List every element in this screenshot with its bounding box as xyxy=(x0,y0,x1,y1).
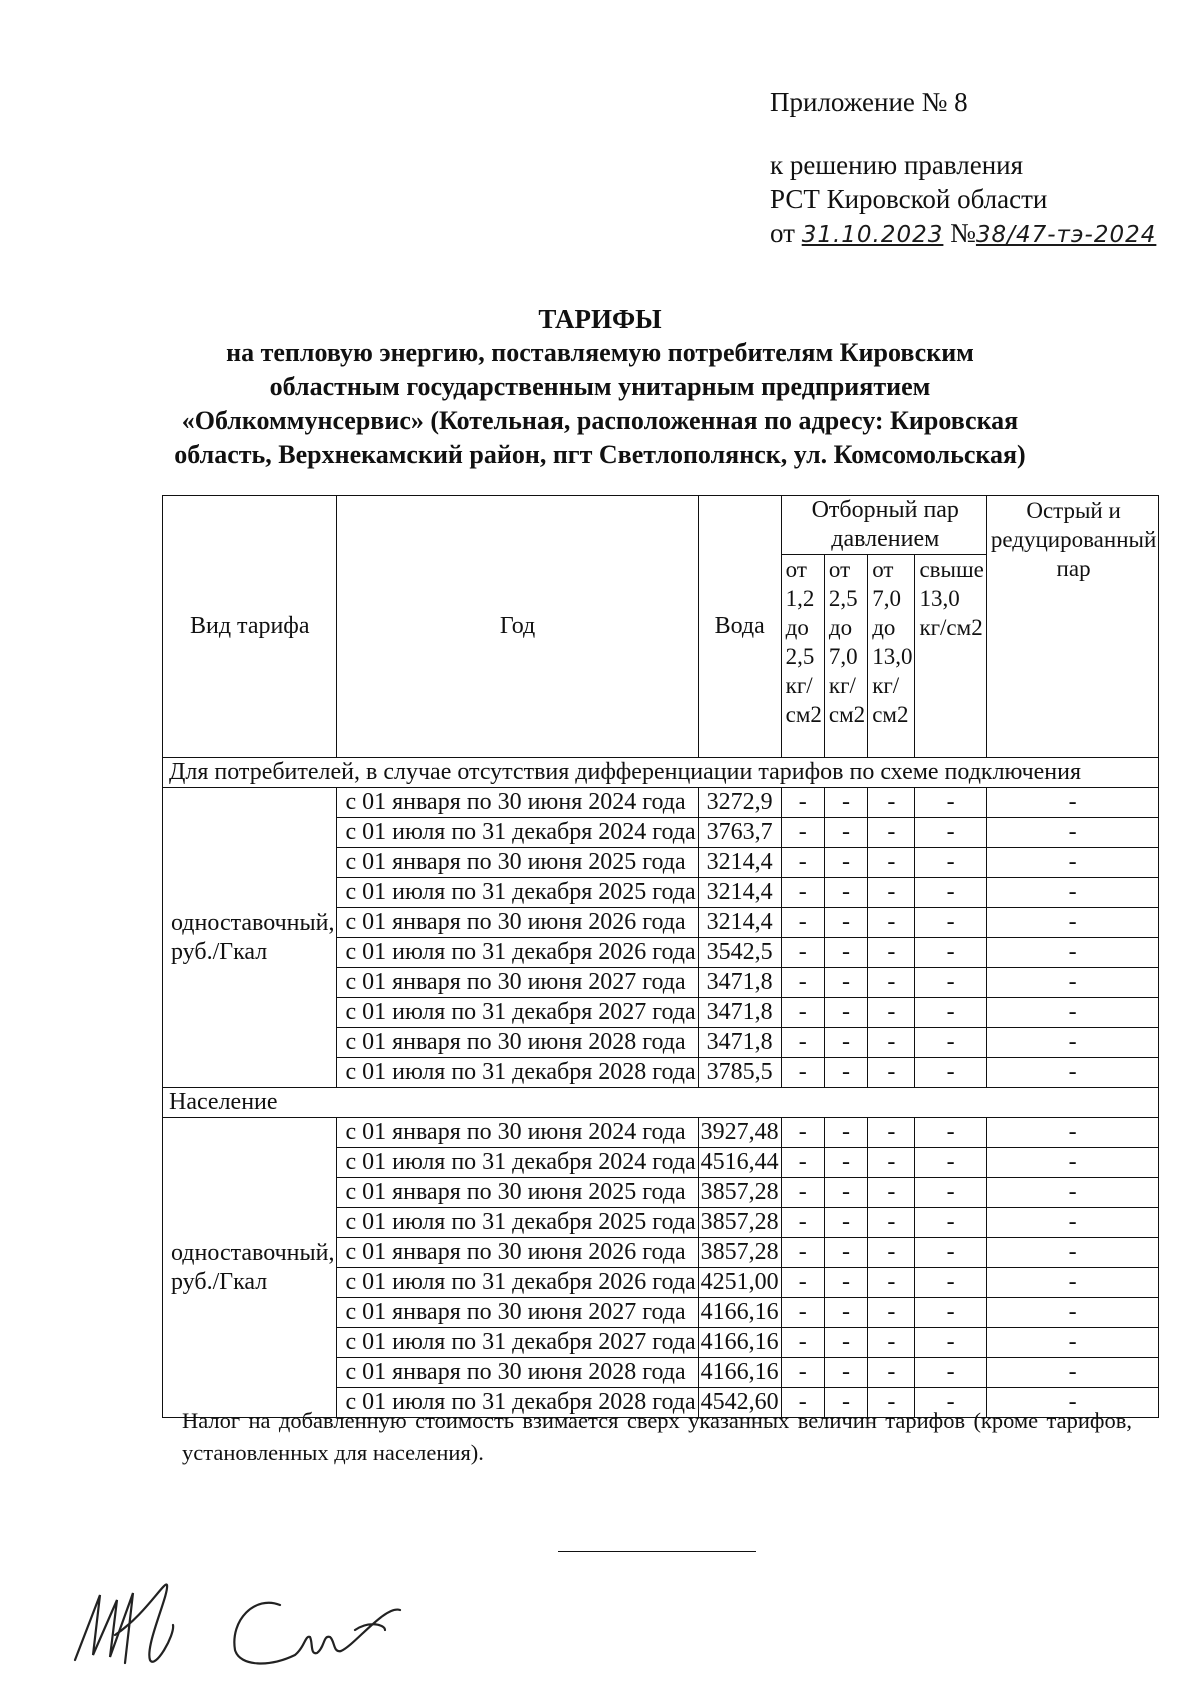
empty-tariff-cell: - xyxy=(781,1208,824,1238)
empty-tariff-cell: - xyxy=(868,1058,915,1088)
period-cell: с 01 января по 30 июня 2026 года xyxy=(337,908,698,938)
empty-tariff-cell: - xyxy=(915,1148,986,1178)
empty-tariff-cell: - xyxy=(986,1118,1158,1148)
period-cell: с 01 января по 30 июня 2024 года xyxy=(337,788,698,818)
empty-tariff-cell: - xyxy=(781,1118,824,1148)
header-pressure-1: от 1,2 до 2,5 кг/см2 xyxy=(781,555,824,758)
decision-reference xyxy=(770,148,1156,252)
empty-tariff-cell: - xyxy=(915,1328,986,1358)
water-tariff-cell: 4166,16 xyxy=(698,1298,781,1328)
period-cell: с 01 июля по 31 декабря 2028 года xyxy=(337,1388,698,1418)
empty-tariff-cell: - xyxy=(868,818,915,848)
closing-rule xyxy=(558,1551,756,1552)
water-tariff-cell: 4251,00 xyxy=(698,1268,781,1298)
water-tariff-cell: 3214,4 xyxy=(698,848,781,878)
water-tariff-cell: 3857,28 xyxy=(698,1178,781,1208)
ref-line-2: РСТ Кировской области xyxy=(770,184,1048,214)
period-cell: с 01 июля по 31 декабря 2025 года xyxy=(337,878,698,908)
empty-tariff-cell: - xyxy=(824,1388,867,1418)
empty-tariff-cell: - xyxy=(824,788,867,818)
period-cell: с 01 июля по 31 декабря 2024 года xyxy=(337,1148,698,1178)
empty-tariff-cell: - xyxy=(915,1058,986,1088)
empty-tariff-cell: - xyxy=(915,848,986,878)
water-tariff-cell: 3214,4 xyxy=(698,878,781,908)
appendix-number: Приложение № 8 xyxy=(770,87,968,117)
water-tariff-cell: 3471,8 xyxy=(698,1028,781,1058)
empty-tariff-cell: - xyxy=(868,1388,915,1418)
empty-tariff-cell: - xyxy=(915,1298,986,1328)
empty-tariff-cell: - xyxy=(824,998,867,1028)
empty-tariff-cell: - xyxy=(986,1058,1158,1088)
empty-tariff-cell: - xyxy=(824,848,867,878)
empty-tariff-cell: - xyxy=(915,1358,986,1388)
empty-tariff-cell: - xyxy=(986,1208,1158,1238)
document-title xyxy=(150,302,1050,472)
empty-tariff-cell: - xyxy=(915,788,986,818)
section-row xyxy=(163,1088,1159,1118)
empty-tariff-cell: - xyxy=(781,1148,824,1178)
empty-tariff-cell: - xyxy=(868,878,915,908)
empty-tariff-cell: - xyxy=(986,1358,1158,1388)
empty-tariff-cell: - xyxy=(824,968,867,998)
signature-2 xyxy=(234,1603,400,1664)
section-title: Для потребителей, в случае отсутствия дифференциации тарифов по схеме подключения xyxy=(163,758,1159,788)
empty-tariff-cell: - xyxy=(986,1298,1158,1328)
empty-tariff-cell: - xyxy=(824,1058,867,1088)
vat-note: Налог на добавленную стоимость взимается сверх указанных величин тарифов (кроме тарифов, установленных для населения). xyxy=(182,1408,1132,1465)
empty-tariff-cell: - xyxy=(915,1118,986,1148)
ref-number-prefix: № xyxy=(950,218,976,248)
empty-tariff-cell: - xyxy=(868,1268,915,1298)
water-tariff-cell: 3785,5 xyxy=(698,1058,781,1088)
empty-tariff-cell: - xyxy=(986,1268,1158,1298)
empty-tariff-cell: - xyxy=(824,1238,867,1268)
period-cell: с 01 января по 30 июня 2024 года xyxy=(337,1118,698,1148)
empty-tariff-cell: - xyxy=(781,938,824,968)
empty-tariff-cell: - xyxy=(868,788,915,818)
empty-tariff-cell: - xyxy=(781,848,824,878)
water-tariff-cell: 4166,16 xyxy=(698,1328,781,1358)
header-steam: Отборный пар давлением xyxy=(781,496,986,555)
ref-line-1: к решению правления xyxy=(770,150,1024,180)
empty-tariff-cell: - xyxy=(781,1238,824,1268)
empty-tariff-cell: - xyxy=(868,1178,915,1208)
header-year: Год xyxy=(337,496,698,758)
empty-tariff-cell: - xyxy=(986,998,1158,1028)
water-tariff-cell: 3857,28 xyxy=(698,1208,781,1238)
empty-tariff-cell: - xyxy=(868,908,915,938)
empty-tariff-cell: - xyxy=(824,1268,867,1298)
empty-tariff-cell: - xyxy=(781,1178,824,1208)
header-sharp-steam: Острый и редуцированный пар xyxy=(986,496,1158,758)
empty-tariff-cell: - xyxy=(781,968,824,998)
tariff-table xyxy=(162,495,1159,1418)
empty-tariff-cell: - xyxy=(781,1028,824,1058)
empty-tariff-cell: - xyxy=(915,1388,986,1418)
header-water: Вода xyxy=(698,496,781,758)
empty-tariff-cell: - xyxy=(824,1298,867,1328)
empty-tariff-cell: - xyxy=(824,878,867,908)
empty-tariff-cell: - xyxy=(868,1148,915,1178)
water-tariff-cell: 3542,5 xyxy=(698,938,781,968)
empty-tariff-cell: - xyxy=(868,1358,915,1388)
section-title: Население xyxy=(163,1088,1159,1118)
empty-tariff-cell: - xyxy=(824,1118,867,1148)
empty-tariff-cell: - xyxy=(824,938,867,968)
water-tariff-cell: 4166,16 xyxy=(698,1358,781,1388)
signature-1 xyxy=(75,1585,173,1663)
period-cell: с 01 января по 30 июня 2025 года xyxy=(337,848,698,878)
period-cell: с 01 июля по 31 декабря 2026 года xyxy=(337,938,698,968)
empty-tariff-cell: - xyxy=(915,938,986,968)
empty-tariff-cell: - xyxy=(868,938,915,968)
empty-tariff-cell: - xyxy=(986,1328,1158,1358)
period-cell: с 01 января по 30 июня 2026 года xyxy=(337,1238,698,1268)
empty-tariff-cell: - xyxy=(868,1208,915,1238)
empty-tariff-cell: - xyxy=(868,1298,915,1328)
empty-tariff-cell: - xyxy=(824,1358,867,1388)
empty-tariff-cell: - xyxy=(986,878,1158,908)
period-cell: с 01 января по 30 июня 2027 года xyxy=(337,1298,698,1328)
empty-tariff-cell: - xyxy=(915,998,986,1028)
ref-number: 38/47-тэ-2024 xyxy=(975,222,1157,248)
header-tariff-type: Вид тарифа xyxy=(163,496,337,758)
period-cell: с 01 января по 30 июня 2028 года xyxy=(337,1028,698,1058)
title-line-2: областным государственным унитарным предприятием xyxy=(269,372,931,401)
empty-tariff-cell: - xyxy=(915,1178,986,1208)
empty-tariff-cell: - xyxy=(781,818,824,848)
period-cell: с 01 июля по 31 декабря 2025 года xyxy=(337,1208,698,1238)
empty-tariff-cell: - xyxy=(824,908,867,938)
empty-tariff-cell: - xyxy=(824,818,867,848)
empty-tariff-cell: - xyxy=(868,1328,915,1358)
empty-tariff-cell: - xyxy=(986,788,1158,818)
section-row xyxy=(163,758,1159,788)
empty-tariff-cell: - xyxy=(868,998,915,1028)
period-cell: с 01 января по 30 июня 2025 года xyxy=(337,1178,698,1208)
empty-tariff-cell: - xyxy=(781,1058,824,1088)
water-tariff-cell: 3927,48 xyxy=(698,1118,781,1148)
empty-tariff-cell: - xyxy=(781,1298,824,1328)
empty-tariff-cell: - xyxy=(781,788,824,818)
period-cell: с 01 июля по 31 декабря 2027 года xyxy=(337,1328,698,1358)
empty-tariff-cell: - xyxy=(986,848,1158,878)
water-tariff-cell: 3857,28 xyxy=(698,1238,781,1268)
empty-tariff-cell: - xyxy=(781,1358,824,1388)
water-tariff-cell: 3471,8 xyxy=(698,998,781,1028)
tariff-table-body xyxy=(163,758,1159,1418)
empty-tariff-cell: - xyxy=(986,1178,1158,1208)
empty-tariff-cell: - xyxy=(915,1268,986,1298)
title-line-3: «Облкоммунсервис» (Котельная, расположенная по адресу: Кировская xyxy=(181,406,1019,435)
title-main: ТАРИФЫ xyxy=(538,304,662,334)
empty-tariff-cell: - xyxy=(915,878,986,908)
period-cell: с 01 июля по 31 декабря 2027 года xyxy=(337,998,698,1028)
period-cell: с 01 января по 30 июня 2028 года xyxy=(337,1358,698,1388)
empty-tariff-cell: - xyxy=(986,938,1158,968)
signatures xyxy=(55,1575,415,1675)
empty-tariff-cell: - xyxy=(915,1238,986,1268)
empty-tariff-cell: - xyxy=(915,908,986,938)
header-pressure-4: свыше 13,0 кг/см2 xyxy=(915,555,986,758)
empty-tariff-cell: - xyxy=(915,1028,986,1058)
ref-date: 31.10.2023 xyxy=(801,222,944,248)
period-cell: с 01 января по 30 июня 2027 года xyxy=(337,968,698,998)
period-cell: с 01 июля по 31 декабря 2028 года xyxy=(337,1058,698,1088)
empty-tariff-cell: - xyxy=(781,908,824,938)
empty-tariff-cell: - xyxy=(868,1028,915,1058)
empty-tariff-cell: - xyxy=(781,1268,824,1298)
table-row xyxy=(163,788,1159,818)
empty-tariff-cell: - xyxy=(824,1028,867,1058)
empty-tariff-cell: - xyxy=(986,1238,1158,1268)
empty-tariff-cell: - xyxy=(915,968,986,998)
water-tariff-cell: 3471,8 xyxy=(698,968,781,998)
period-cell: с 01 июля по 31 декабря 2026 года xyxy=(337,1268,698,1298)
empty-tariff-cell: - xyxy=(824,1328,867,1358)
empty-tariff-cell: - xyxy=(986,818,1158,848)
empty-tariff-cell: - xyxy=(915,818,986,848)
empty-tariff-cell: - xyxy=(781,878,824,908)
empty-tariff-cell: - xyxy=(868,1238,915,1268)
empty-tariff-cell: - xyxy=(986,1388,1158,1418)
empty-tariff-cell: - xyxy=(868,848,915,878)
tariff-type-cell: одноставочный, руб./Гкал xyxy=(163,1118,337,1418)
empty-tariff-cell: - xyxy=(986,1028,1158,1058)
empty-tariff-cell: - xyxy=(824,1148,867,1178)
empty-tariff-cell: - xyxy=(781,1328,824,1358)
empty-tariff-cell: - xyxy=(986,1148,1158,1178)
empty-tariff-cell: - xyxy=(868,1118,915,1148)
header-pressure-3: от 7,0 до 13,0 кг/см2 xyxy=(868,555,915,758)
empty-tariff-cell: - xyxy=(986,968,1158,998)
empty-tariff-cell: - xyxy=(781,998,824,1028)
water-tariff-cell: 3214,4 xyxy=(698,908,781,938)
title-line-1: на тепловую энергию, поставляемую потребителям Кировским xyxy=(226,338,974,367)
water-tariff-cell: 4542,60 xyxy=(698,1388,781,1418)
water-tariff-cell: 4516,44 xyxy=(698,1148,781,1178)
title-line-4: область, Верхнекамский район, пгт Светлополянск, ул. Комсомольская) xyxy=(174,440,1026,469)
water-tariff-cell: 3272,9 xyxy=(698,788,781,818)
empty-tariff-cell: - xyxy=(868,968,915,998)
empty-tariff-cell: - xyxy=(824,1178,867,1208)
tariff-type-cell: одноставочный, руб./Гкал xyxy=(163,788,337,1088)
ref-date-prefix: от xyxy=(770,218,795,248)
ref-line-3 xyxy=(770,216,1156,252)
empty-tariff-cell: - xyxy=(915,1208,986,1238)
empty-tariff-cell: - xyxy=(781,1388,824,1418)
table-row xyxy=(163,1118,1159,1148)
header-pressure-2: от 2,5 до 7,0 кг/см2 xyxy=(824,555,867,758)
period-cell: с 01 июля по 31 декабря 2024 года xyxy=(337,818,698,848)
empty-tariff-cell: - xyxy=(824,1208,867,1238)
water-tariff-cell: 3763,7 xyxy=(698,818,781,848)
empty-tariff-cell: - xyxy=(986,908,1158,938)
